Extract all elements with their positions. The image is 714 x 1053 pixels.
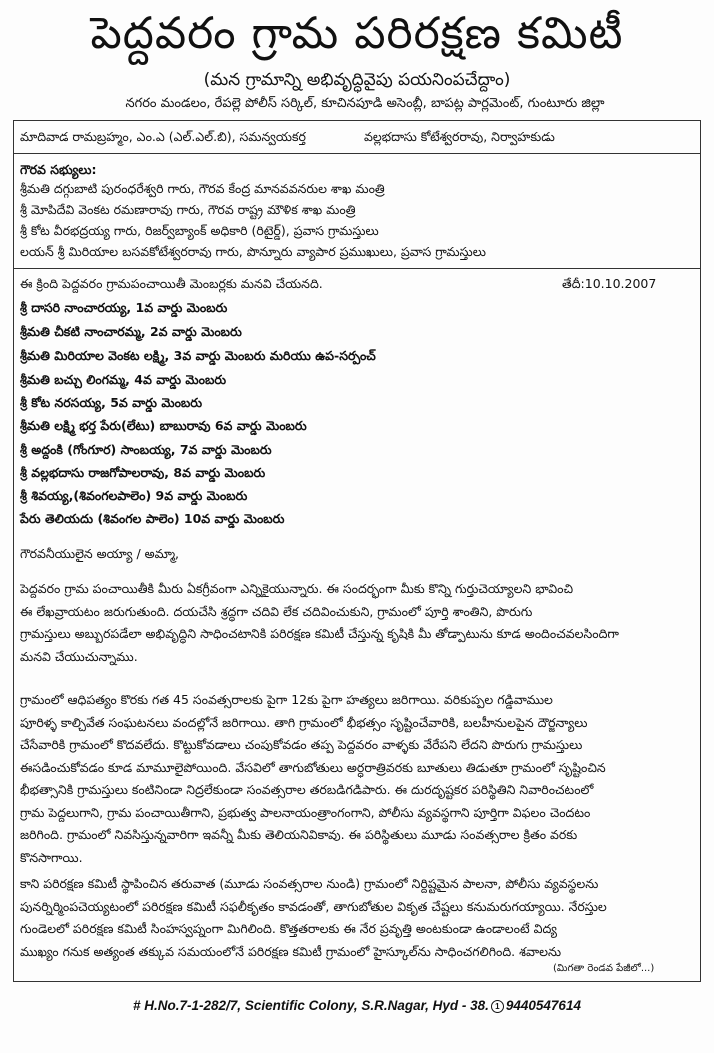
organizer-name: వల్లభదాసు కోటేశ్వరరావు, నిర్వాహకుడు xyxy=(364,129,555,144)
paragraph-line: ముఖ్యం గనుక అత్యంత తక్కువ సమయంలోనే పరిరక్షణ కమిటీ గ్రామంలో హైస్కూల్‌ను సాధించగలిగింది. శవాలను xyxy=(20,943,562,959)
paragraph-line: చేసేవారికి గ్రామంలో కొదవలేదు. కొట్టుకోవడాలు చంపుకోవడం తప్ప పెద్దవరం వాళ్ళకు వేరేపని లేదని పొరుగు గ్రామస్తులు xyxy=(20,737,583,752)
phone-icon: 1 xyxy=(491,1000,504,1013)
paragraph-line: గ్రామ పెద్దలుగాని, గ్రామ పంచాయితీగాని, ప్రభుత్వ పాలనాయంత్రాంగంగాని, పోలీసు వ్యవస్థగాని పూర్తిగా విఫలం చెందటం xyxy=(20,804,591,820)
paragraph-line: పునర్నిర్మింపచెయ్యటంలో పరిరక్షణ కమిటీ సఫలీకృతం కావడంతో, తాగుబోతుల వికృత చేష్టలు కనుమరుగయ్యాయి. నేరస్తుల xyxy=(20,898,607,914)
footer-contact xyxy=(0,996,714,1016)
honorary-member: లయన్ శ్రీ మిరియాల బసవకోటేశ్వరరావు గారు, పొన్నూరు వ్యాపార ప్రముఖులు, ప్రవాస గ్రామస్తులు xyxy=(20,244,486,259)
jurisdiction-line: నగరం మండలం, రేపల్లె పోలీస్ సర్కిల్, కూచినపూడి అసెంబ్లీ, బాపట్ల పార్లమెంట్, గుంటూరు జిల్లా xyxy=(125,96,605,111)
paragraph-line: గుండెలలో పరిరక్షణ కమిటీ సింహస్వప్నంగా మిగిలింది. కొత్తతరాలకు ఈ నేర ప్రవృత్తి అంటకుండా ఉండాలంటే విద్య xyxy=(20,921,557,936)
ward-member: శ్రీమతి బచ్చు లింగమ్మ, 4వ వార్డు మెంబరు xyxy=(20,372,227,387)
ward-member: శ్రీమతి లక్ష్మి భర్త పేరు(లేటు) బాబురావు 6వ వార్డు మెంబరు xyxy=(20,418,307,433)
ward-member: శ్రీ దాసరి నాంచారయ్య, 1వ వార్డు మెంబరు xyxy=(20,300,228,315)
ward-member: శ్రీమతి మిరియాల వెంకట లక్ష్మి, 3వ వార్డు మెంబరు మరియు ఉప-సర్పంచ్ xyxy=(20,348,376,363)
honorary-member: శ్రీమతి దగ్గుబాటి పురంధరేశ్వరి గారు, గౌరవ కేంద్ర మానవవనరుల శాఖ మంత్రి xyxy=(20,181,385,196)
paragraph-line: గ్రామంలో ఆధిపత్యం కొరకు గత 45 సంవత్సరాలకు పైగా 12కు పైగా హత్యలు జరిగాయి. వరికుప్పల గడ్డివాముల xyxy=(20,692,553,707)
ward-member: శ్రీ అద్దంకి (గోంగూర) సాంబయ్య, 7వ వార్డు మెంబరు xyxy=(20,442,272,457)
divider-members xyxy=(13,268,701,269)
paragraph-line: మనవి చేయుచున్నాము. xyxy=(20,648,138,664)
honorary-member: శ్రీ మోపిదేవి వెంకట రమణారావు గారు, గౌరవ రాష్ట్ర మౌళిక శాఖ మంత్రి xyxy=(20,202,356,217)
paragraph-line: ఈ లేఖవ్రాయటం జరుగుతుంది. దయచేసి శ్రద్ధగా చదివి లేక చదివించుకుని, గ్రామంలో పూర్తి శాంతిని, పొరుగు xyxy=(20,603,533,619)
divider-coordinators xyxy=(13,153,701,154)
notice-date: తేదీ:10.10.2007 xyxy=(562,276,657,291)
continued-note: (మిగతా రెండవ పేజీలో...) xyxy=(553,963,655,974)
organization-title: పెద్దవరం గ్రామ పరిరక్షణ కమిటీ xyxy=(90,8,624,59)
letter-salutation: గౌరవనీయులైన అయ్యా / అమ్మా, xyxy=(20,546,180,561)
honorary-members-heading: గౌరవ సభ్యులు: xyxy=(20,162,97,177)
paragraph-line: భీభత్సానికి గ్రామస్తులు కంటినిండా నిద్రలేకుండా సంవత్సరాల తరబడిగడిపారు. ఈ దురదృష్టకర పరిస్థితిని నివారించటంలో xyxy=(20,782,594,797)
letter-paragraph-1 xyxy=(20,578,696,668)
paragraph-line: కొనసాగాయి. xyxy=(20,849,83,865)
paragraph-line: జరిగింది. గ్రామంలో నివసిస్తున్నవారిగా ఇవన్నీ మీకు తెలియనివికావు. ఈ పరిస్థితులు మూడు సంవత్సరాల క్రితం వరకు xyxy=(20,827,578,842)
letter-paragraph-3 xyxy=(20,873,696,963)
paragraph-line: పూరిళ్ళ కాల్చివేత సంఘటనలు వందల్లోనే జరిగాయి. తాగి గ్రామంలో భీభత్సం సృష్టించేవారికి, బలహీనులపైన దౌర్జన్యాలు xyxy=(20,714,588,730)
ward-member: శ్రీ శివయ్య,(శివంగలపాలెం) 9వ వార్డు మెంబరు xyxy=(20,488,248,503)
ward-member: శ్రీ వల్లభదాసు రాజగోపాలరావు, 8వ వార్డు మెంబరు xyxy=(20,465,266,480)
footer-phone: 9440547614 xyxy=(505,998,581,1013)
organization-motto: (మన గ్రామాన్ని అభివృద్ధివైపు పయనింపచేద్దాం) xyxy=(203,70,511,90)
letter-paragraph-2 xyxy=(20,689,696,869)
notice-intro: ఈ క్రింది పెద్దవరం గ్రామపంచాయితీ మెంబర్లకు మనవి చేయనది. xyxy=(20,276,323,291)
paragraph-line: గ్రామస్తులు అబ్బురపడేలా అభివృద్ధిని సాధించటానికి పరిరక్షణ కమిటీ చేస్తున్న కృషికి మీ తోడ్పాటును కూడ అందించవలసిందిగా xyxy=(20,626,619,641)
honorary-member: శ్రీ కోట వీరభద్రయ్య గారు, రిజర్వ్‌బ్యాంక్ అధికారి (రిటైర్డ్), ప్రవాస గ్రామస్తులు xyxy=(20,223,379,238)
paragraph-line: పెద్దవరం గ్రామ పంచాయితీకి మీరు ఏకగ్రీవంగా ఎన్నికైయున్నారు. ఈ సందర్భంగా మీకు కొన్ని గుర్తుచెయ్యాలని భావించి xyxy=(20,581,574,596)
footer-address: # H.No.7-1-282/7, Scientific Colony, S.R.Nagar, Hyd - 38. xyxy=(133,998,489,1013)
ward-member: శ్రీ కోట నరసయ్య, 5వ వార్డు మెంబరు xyxy=(20,395,203,410)
paragraph-line: కాని పరిరక్షణ కమిటీ స్థాపించిన తరువాత (మూడు సంవత్సరాల నుండి) గ్రామంలో నిర్దిష్టమైన పాలనా, పోలీసు వ్యవస్థలను xyxy=(20,876,599,891)
coordinator-name: మాదివాడ రామబ్రహ్మం, ఎం.ఎ (ఎల్.ఎల్.బి), సమన్వయకర్త xyxy=(20,129,306,144)
ward-member: శ్రీమతి చీకటి నాంచారమ్మ, 2వ వార్డు మెంబరు xyxy=(20,324,242,339)
ward-member: పేరు తెలియదు (శివంగల పాలెం) 10వ వార్డు మెంబరు xyxy=(20,511,285,526)
paragraph-line: ఈసడించుకోవడం కూడ మామూలైపోయింది. వేసవిలో తాగుబోతులు అర్ధరాత్రివరకు బూతులు తిడుతూ గ్రామంలో సృష్టించిన xyxy=(20,759,606,775)
